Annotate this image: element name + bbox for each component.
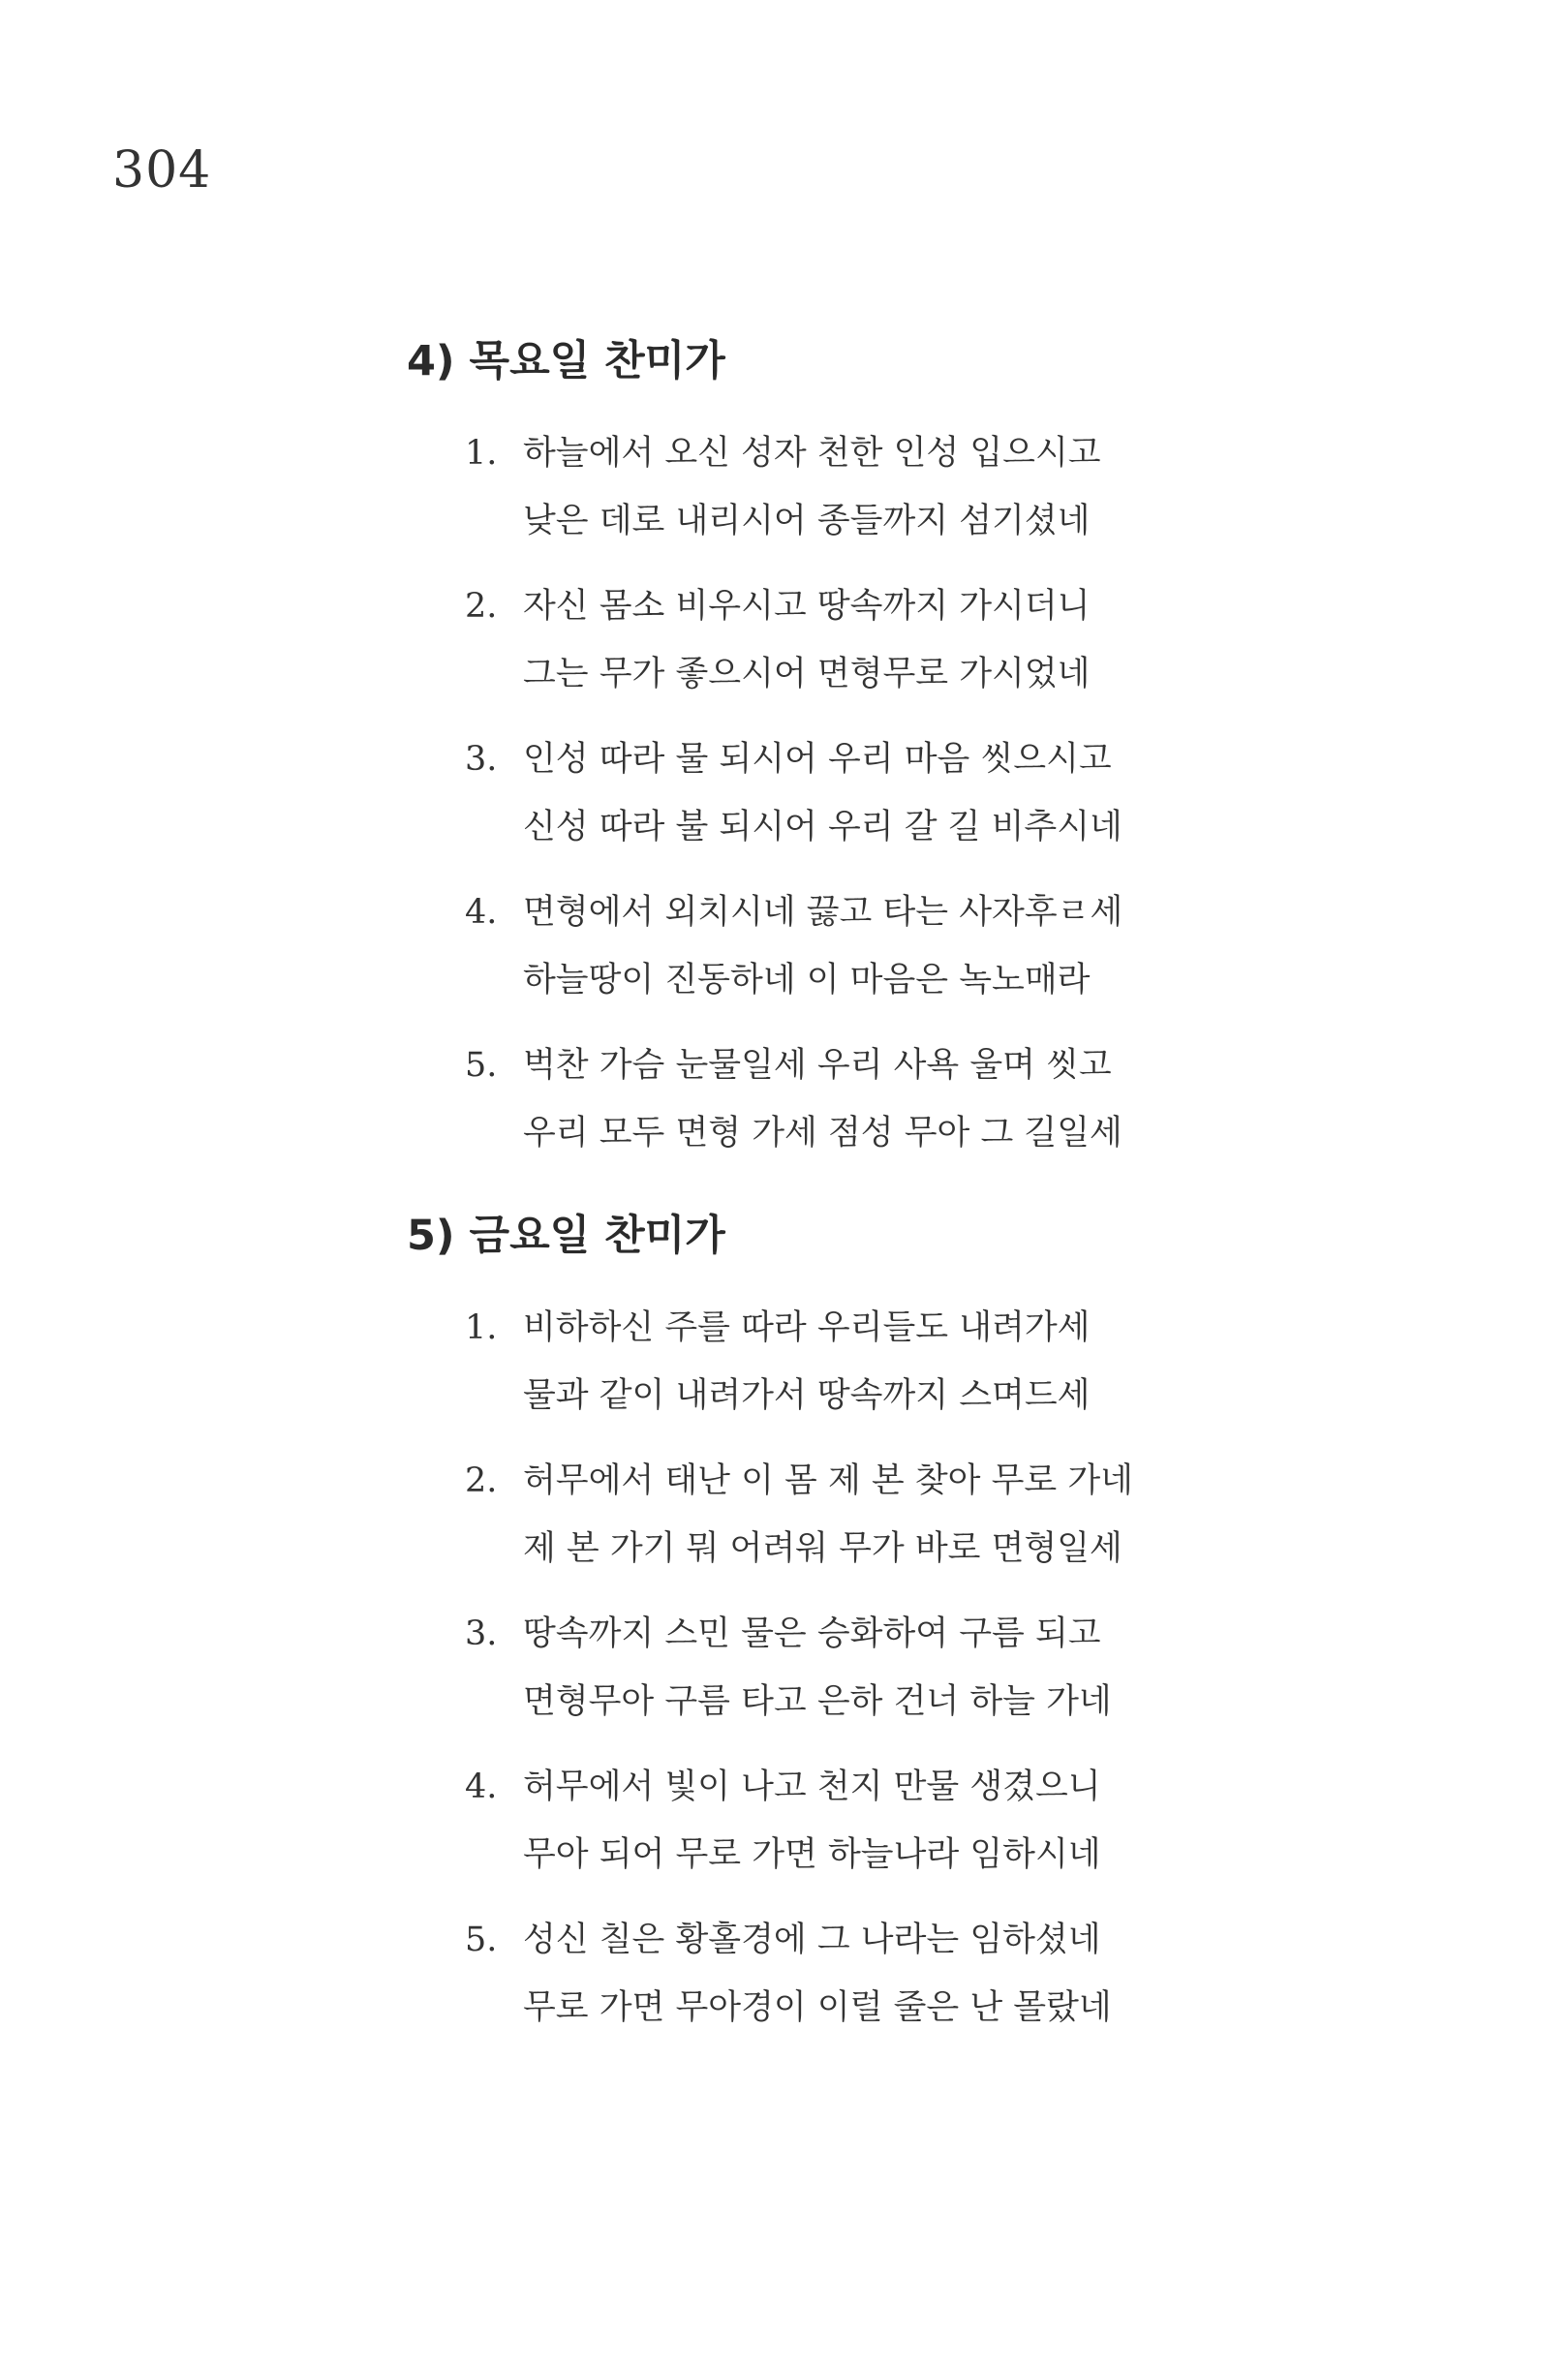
verse [407, 1600, 1472, 1736]
verse-number: 2. [465, 587, 498, 626]
verse-line: 하늘에서 오신 성자 천한 인성 입으시고 [523, 434, 1101, 473]
verse [407, 1906, 1472, 2042]
verse-line: 자신 몸소 비우시고 땅속까지 가시더니 [523, 587, 1091, 626]
verse [407, 572, 1472, 708]
verse-line: 인성 따라 물 되시어 우리 마음 씻으시고 [523, 740, 1112, 779]
section-title: 4) 목요일 찬미가 [407, 337, 725, 385]
verse-number: 3. [465, 740, 498, 779]
verse [407, 419, 1472, 555]
verse-list [407, 419, 1472, 1167]
verse-line: 성신 칠은 황홀경에 그 나라는 임하셨네 [523, 1921, 1101, 1959]
verse [407, 1294, 1472, 1430]
verse-number: 4. [465, 1768, 498, 1806]
verse-line: 무아 되어 무로 가면 하늘나라 임하시네 [523, 1835, 1101, 1874]
verse-line: 그는 무가 좋으시어 면형무로 가시었네 [523, 655, 1091, 693]
verse-line: 하늘땅이 진동하네 이 마음은 녹노매라 [523, 961, 1091, 999]
verse [407, 1447, 1472, 1583]
verse-line: 면형에서 외치시네 끓고 타는 사자후ㄹ세 [523, 893, 1123, 932]
hymn-section-friday [407, 1212, 1472, 2042]
verse-number: 5. [465, 1921, 498, 1959]
page-number: 304 [112, 141, 212, 200]
verse-line: 물과 같이 내려가서 땅속까지 스며드세 [523, 1376, 1091, 1415]
verse [407, 725, 1472, 861]
verse-line: 무로 가면 무아경이 이럴 줄은 난 몰랐네 [523, 1988, 1112, 2027]
verse-number: 5. [465, 1046, 498, 1085]
verse-line: 신성 따라 불 되시어 우리 갈 길 비추시네 [523, 808, 1122, 846]
verse-number: 1. [465, 1308, 498, 1347]
verse-number: 4. [465, 893, 498, 932]
verse-line: 낮은 데로 내리시어 종들까지 섬기셨네 [523, 502, 1091, 540]
verse-list [407, 1294, 1472, 2042]
verse-line: 제 본 가기 뭐 어려워 무가 바로 면형일세 [523, 1529, 1122, 1568]
verse-line: 면형무아 구름 타고 은하 건너 하늘 가네 [523, 1682, 1112, 1721]
verse-line: 비하하신 주를 따라 우리들도 내려가세 [523, 1308, 1091, 1347]
section-title: 5) 금요일 찬미가 [407, 1212, 725, 1260]
verse-number: 3. [465, 1615, 498, 1653]
verse [407, 878, 1472, 1014]
verse [407, 1031, 1472, 1167]
verse-number: 2. [465, 1461, 498, 1500]
verse-line: 땅속까지 스민 물은 승화하여 구름 되고 [523, 1615, 1101, 1653]
verse-number: 1. [465, 434, 498, 473]
verse-line: 우리 모두 면형 가세 점성 무아 그 길일세 [523, 1114, 1122, 1153]
verse-line: 허무에서 빛이 나고 천지 만물 생겼으니 [523, 1768, 1101, 1806]
verse-line: 벅찬 가슴 눈물일세 우리 사욕 울며 씻고 [523, 1046, 1112, 1085]
verse [407, 1753, 1472, 1889]
verse-line: 허무에서 태난 이 몸 제 본 찾아 무로 가네 [523, 1461, 1133, 1500]
hymn-section-thursday [407, 337, 1472, 1167]
